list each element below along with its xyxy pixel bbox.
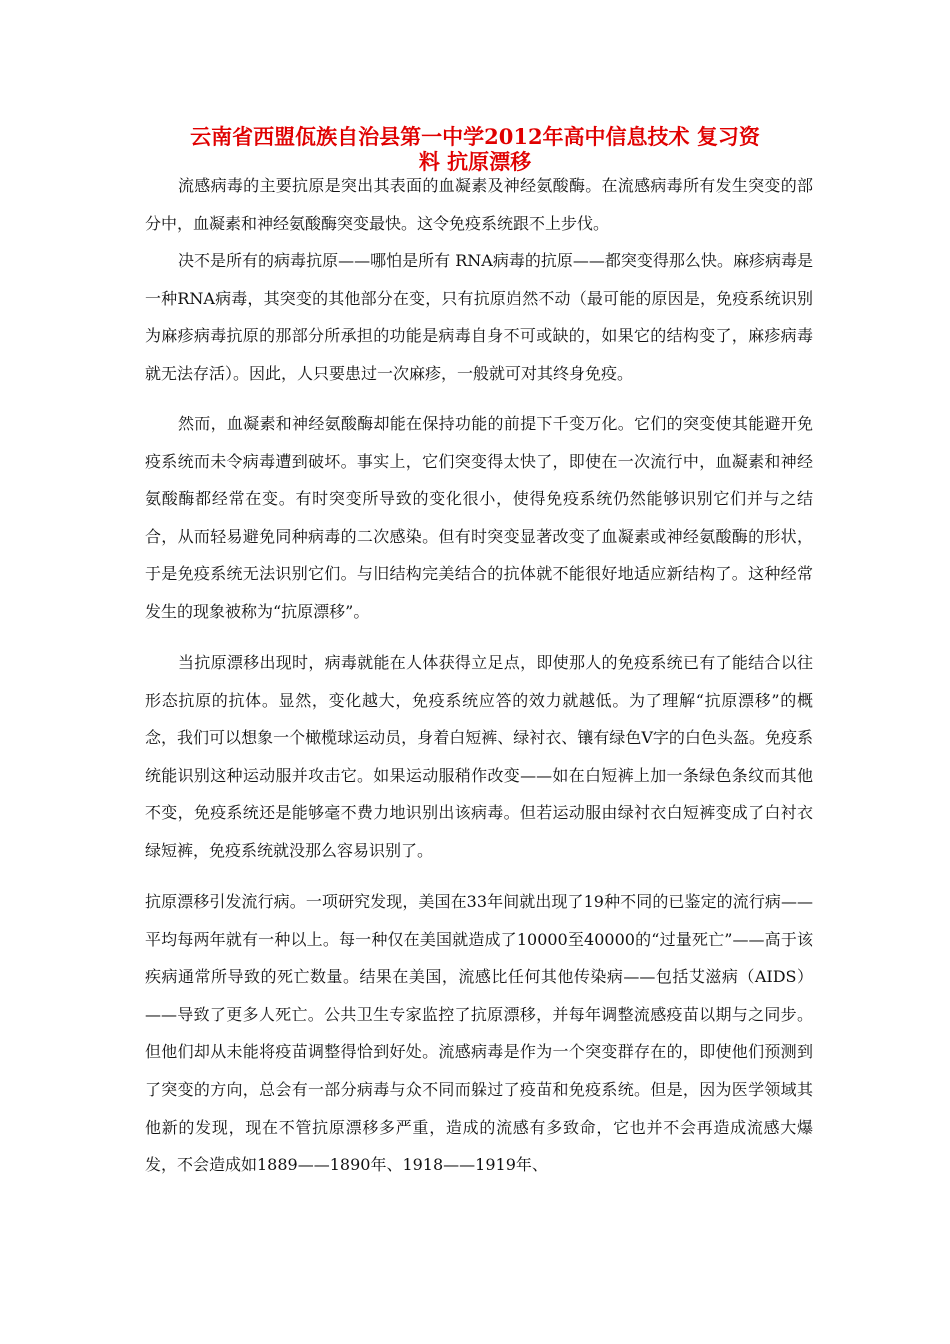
paragraph-1: 流感病毒的主要抗原是突出其表面的血凝素及神经氨酸酶。在流感病毒所有发生突变的部分中，血凝素和神经氨酸酶突变最快。这令免疫系统跟不上步伐。 [145,176,813,233]
title-line-2: 料 抗原漂移 [418,149,532,174]
paragraph-5: 抗原漂移引发流行病。一项研究发现，美国在33年间就出现了19种不同的已鉴定的流行病——平均每两年就有一种以上。每一种仅在美国就造成了10000至40000的“过量死亡”——高于该疾病通常所导致的死亡数量。结果在美国，流感比任何其他传染病——包括艾滋病（AIDS）——导致了更多人死亡。公共卫生专家监控了抗原漂移，并每年调整流感疫苗以期与之同步。但他们却从未能将疫苗调整得恰到好处。流感病毒是作为一个突变群存在的，即使他们预测到了突变的方向，总会有一部分病毒与众不同而躲过了疫苗和免疫系统。但是，因为医学领域其他新的发现，现在不管抗原漂移多严重，造成的流感有多致命，它也并不会再造成流感大爆发，不会造成如1889——1890年、1918——1919年、 [145,892,813,1175]
paragraph-2: 决不是所有的病毒抗原——哪怕是所有 RNA病毒的抗原——都突变得那么快。麻疹病毒是一种RNA病毒，其突变的其他部分在变，只有抗原岿然不动（最可能的原因是，免疫系统识别为麻疹病毒抗原的那部分所承担的功能是病毒自身不可或缺的，如果它的结构变了，麻疹病毒就无法存活）。因此，人只要患过一次麻疹，一般就可对其终身免疫。 [145,251,813,383]
title-line-1: 云南省西盟佤族自治县第一中学2012年高中信息技术 复习资 [190,124,760,149]
paragraph-4: 当抗原漂移出现时，病毒就能在人体获得立足点，即使那人的免疫系统已有了能结合以往形态抗原的抗体。显然，变化越大，免疫系统应答的效力就越低。为了理解“抗原漂移”的概念，我们可以想象一个橄榄球运动员，身着白短裤、绿衬衣、镶有绿色V字的白色头盔。免疫系统能识别这种运动服并攻击它。如果运动服稍作改变——如在白短裤上加一条绿色条纹而其他不变，免疫系统还是能够毫不费力地识别出该病毒。但若运动服由绿衬衣白短裤变成了白衬衣绿短裤，免疫系统就没那么容易识别了。 [145,653,813,860]
paragraph-3: 然而，血凝素和神经氨酸酶却能在保持功能的前提下千变万化。它们的突变使其能避开免疫系统而未令病毒遭到破坏。事实上，它们突变得太快了，即使在一次流行中，血凝素和神经氨酸酶都经常在变。有时突变所导致的变化很小，使得免疫系统仍然能够识别它们并与之结合，从而轻易避免同种病毒的二次感染。但有时突变显著改变了血凝素或神经氨酸酶的形状，于是免疫系统无法识别它们。与旧结构完美结合的抗体就不能很好地适应新结构了。这种经常发生的现象被称为“抗原漂移”。 [145,414,813,621]
